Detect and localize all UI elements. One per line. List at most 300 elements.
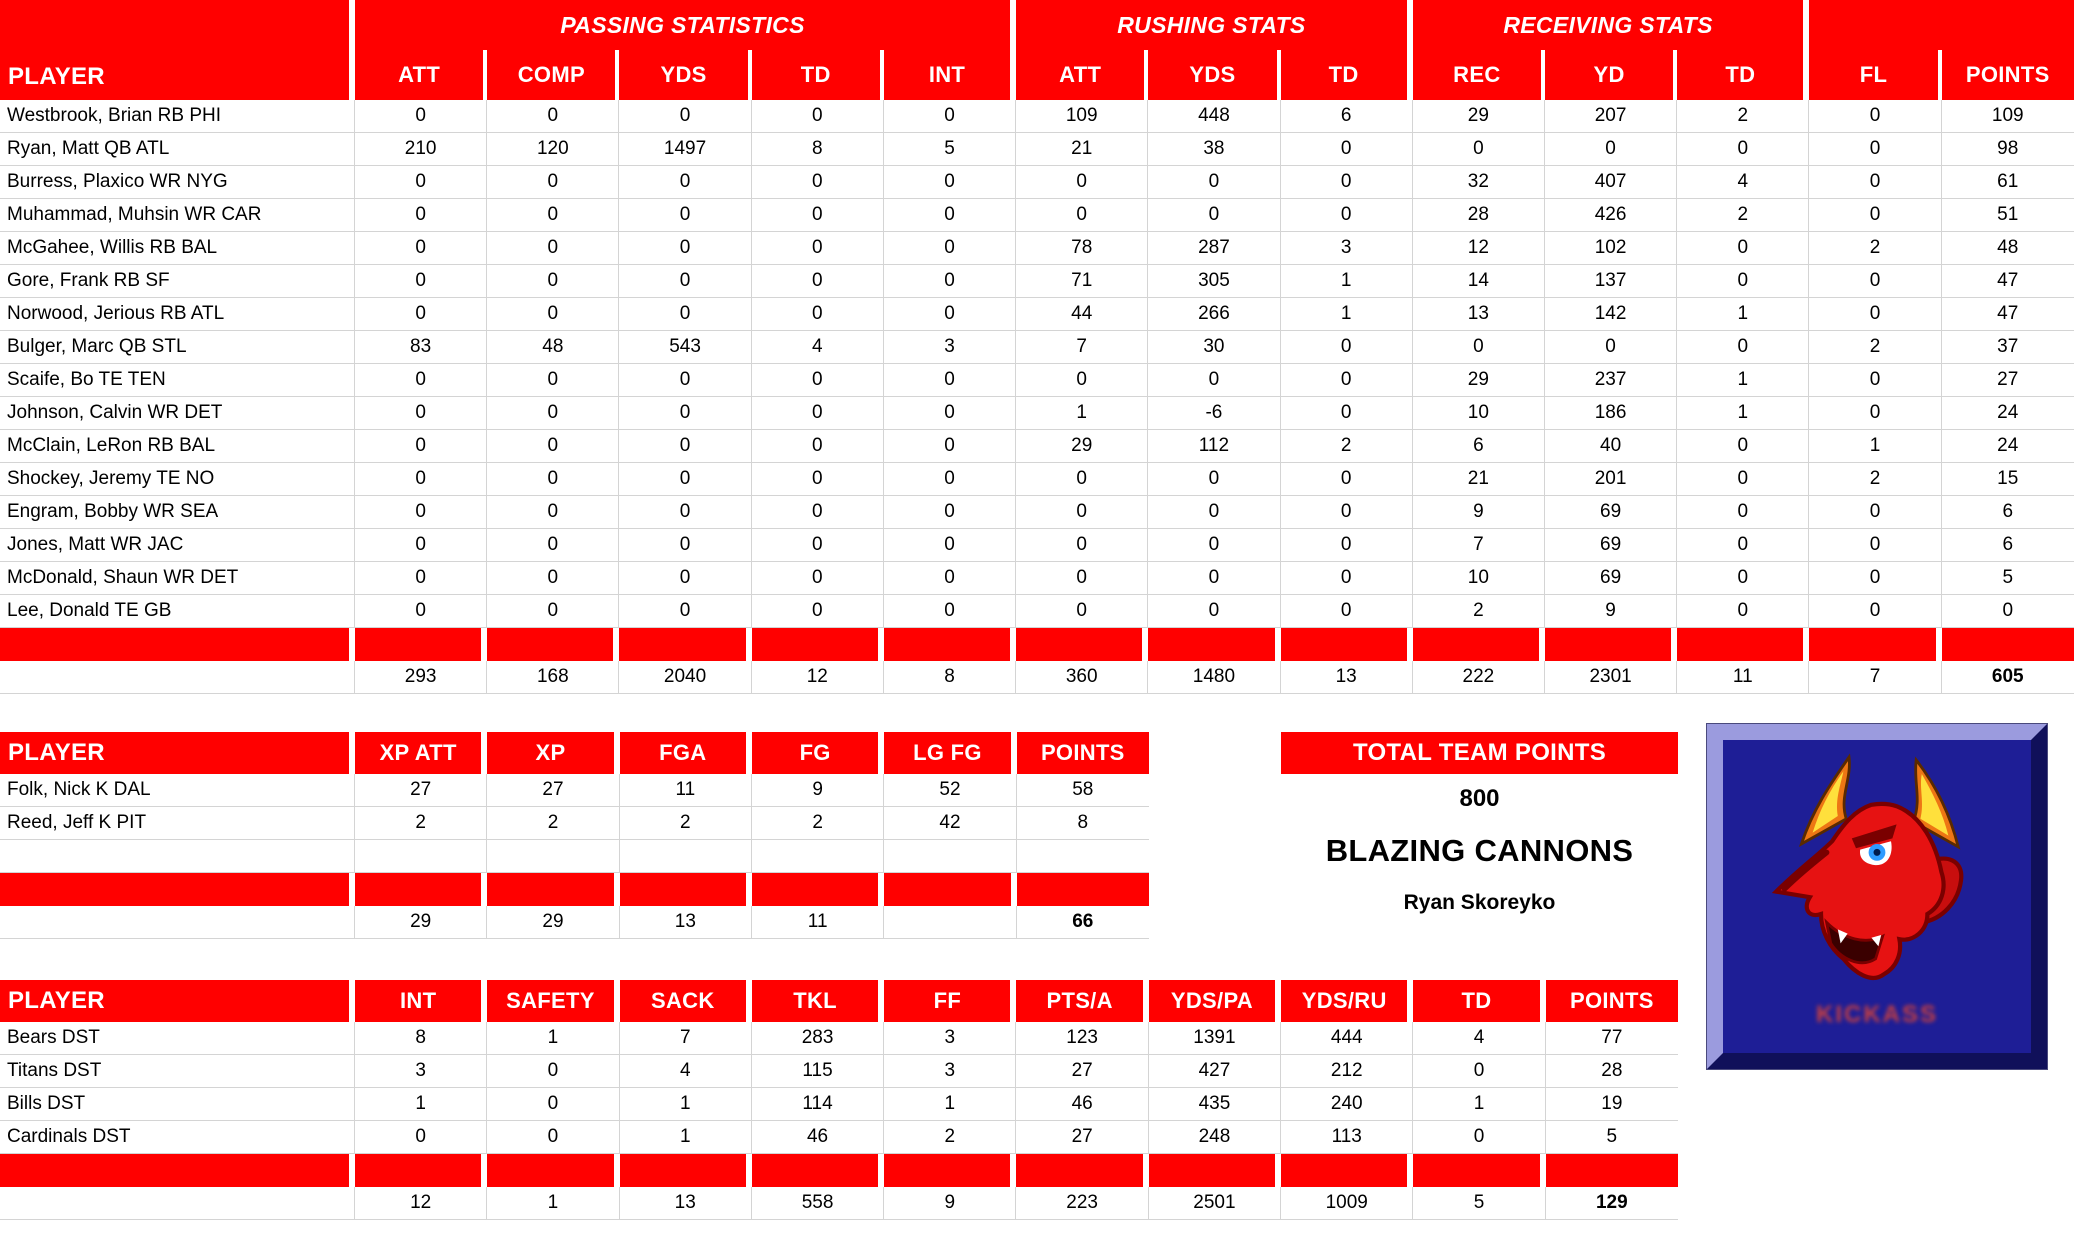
stat-cell: 1	[1677, 397, 1809, 430]
column-header: ATT	[355, 50, 487, 100]
stat-cell: 0	[487, 397, 619, 430]
stat-cell: 115	[752, 1055, 884, 1088]
player-column-header: PLAYER	[0, 980, 355, 1022]
player-cell: McGahee, Willis RB BAL	[0, 232, 355, 265]
stat-cell: 0	[487, 529, 619, 562]
stat-cell: 0	[1809, 100, 1941, 133]
total-cell: 13	[1281, 661, 1413, 694]
stat-cell: 3	[884, 1055, 1016, 1088]
stat-cell: 0	[619, 265, 751, 298]
stat-cell: 0	[1281, 463, 1413, 496]
stat-cell: 0	[752, 529, 884, 562]
column-header: LG FG	[884, 732, 1016, 774]
empty-cell	[884, 840, 1016, 873]
stat-cell: 7	[620, 1022, 752, 1055]
total-cell: 2501	[1149, 1187, 1281, 1220]
stat-cell: 0	[1281, 397, 1413, 430]
stat-cell: 6	[1281, 100, 1413, 133]
separator-cell	[0, 628, 355, 661]
stat-cell: 5	[1546, 1121, 1678, 1154]
stat-cell: 0	[1016, 496, 1148, 529]
stat-cell: 48	[1942, 232, 2074, 265]
stat-cell: 0	[1809, 496, 1941, 529]
stat-cell: 0	[884, 595, 1016, 628]
total-cell: 168	[487, 661, 619, 694]
column-header: TD	[752, 50, 884, 100]
stat-cell: 27	[1942, 364, 2074, 397]
stat-cell: 0	[355, 463, 487, 496]
stat-cell: 240	[1281, 1088, 1413, 1121]
stat-cell: 0	[1413, 1121, 1545, 1154]
stat-cell: 0	[487, 364, 619, 397]
stat-cell: 0	[1677, 331, 1809, 364]
stat-cell: 0	[752, 595, 884, 628]
separator-cell	[620, 873, 752, 906]
column-header: REC	[1413, 50, 1545, 100]
stat-cell: 0	[752, 298, 884, 331]
column-header: ATT	[1016, 50, 1148, 100]
stat-cell: 58	[1017, 774, 1149, 807]
stat-cell: 27	[487, 774, 619, 807]
column-header: SACK	[620, 980, 752, 1022]
stat-cell: 1	[1677, 298, 1809, 331]
stat-cell: 120	[487, 133, 619, 166]
stat-cell: 37	[1942, 331, 2074, 364]
stat-cell: 0	[884, 100, 1016, 133]
separator-cell	[355, 873, 487, 906]
separator-cell	[487, 1154, 619, 1187]
stat-cell: 27	[1016, 1055, 1148, 1088]
total-team-points-value: 800	[1459, 785, 1500, 812]
stat-cell: 0	[1281, 496, 1413, 529]
stat-cell: 30	[1148, 331, 1280, 364]
player-column-header: PLAYER	[0, 732, 355, 774]
stat-cell: 0	[1281, 562, 1413, 595]
stat-cell: 2	[1677, 199, 1809, 232]
stat-cell: 10	[1413, 562, 1545, 595]
stat-cell: 77	[1546, 1022, 1678, 1055]
stat-cell: 0	[487, 595, 619, 628]
stat-cell: 0	[487, 1121, 619, 1154]
total-team-points-banner: TOTAL TEAM POINTS	[1281, 732, 1678, 774]
stat-cell: 0	[1016, 562, 1148, 595]
stat-cell: 1	[1413, 1088, 1545, 1121]
stat-cell: 0	[355, 364, 487, 397]
separator-cell	[0, 1154, 355, 1187]
total-cell: 605	[1942, 661, 2074, 694]
stat-cell: 0	[355, 232, 487, 265]
stat-cell: 0	[1413, 133, 1545, 166]
stat-cell: 83	[355, 331, 487, 364]
player-cell: McDonald, Shaun WR DET	[0, 562, 355, 595]
stat-cell: 0	[1809, 397, 1941, 430]
stat-cell: 24	[1942, 397, 2074, 430]
column-header: YDS	[1148, 50, 1280, 100]
total-cell: 360	[1016, 661, 1148, 694]
total-cell: 13	[620, 1187, 752, 1220]
separator-cell	[1148, 628, 1280, 661]
player-cell: Titans DST	[0, 1055, 355, 1088]
stat-cell: 0	[1942, 595, 2074, 628]
stat-cell: 435	[1149, 1088, 1281, 1121]
stat-cell: 48	[487, 331, 619, 364]
stat-cell: 207	[1545, 100, 1677, 133]
stat-cell: 123	[1016, 1022, 1148, 1055]
stat-cell: 38	[1148, 133, 1280, 166]
column-header: FF	[884, 980, 1016, 1022]
stat-cell: 0	[1016, 463, 1148, 496]
total-cell: 11	[752, 906, 884, 939]
stat-cell: 29	[1413, 364, 1545, 397]
stat-cell: 7	[1413, 529, 1545, 562]
stat-cell: 112	[1148, 430, 1280, 463]
stat-cell: 0	[619, 430, 751, 463]
stat-cell: 0	[1281, 166, 1413, 199]
stat-cell: 9	[752, 774, 884, 807]
stat-cell: 0	[1148, 562, 1280, 595]
separator-cell	[487, 628, 619, 661]
column-header: POINTS	[1942, 50, 2074, 100]
column-header: FG	[752, 732, 884, 774]
stat-cell: 543	[619, 331, 751, 364]
stat-cell: 32	[1413, 166, 1545, 199]
separator-cell	[884, 1154, 1016, 1187]
separator-cell	[1016, 628, 1148, 661]
stat-cell: 27	[1016, 1121, 1148, 1154]
column-header: INT	[355, 980, 487, 1022]
stat-cell: 1	[620, 1088, 752, 1121]
column-header: XP ATT	[355, 732, 487, 774]
stat-cell: 0	[355, 298, 487, 331]
stat-cell: 21	[1016, 133, 1148, 166]
stat-cell: 0	[355, 397, 487, 430]
column-header: TD	[1413, 980, 1545, 1022]
total-cell: 223	[1016, 1187, 1148, 1220]
stat-cell: 0	[884, 430, 1016, 463]
stat-cell: 0	[1148, 364, 1280, 397]
total-cell: 29	[355, 906, 487, 939]
stat-cell: 3	[884, 1022, 1016, 1055]
stat-cell: 40	[1545, 430, 1677, 463]
stat-cell: 47	[1942, 298, 2074, 331]
stat-cell: 2	[884, 1121, 1016, 1154]
stat-cell: 1497	[619, 133, 751, 166]
stat-cell: 0	[1677, 562, 1809, 595]
stat-cell: 13	[1413, 298, 1545, 331]
stat-cell: 0	[1809, 265, 1941, 298]
total-cell: 12	[752, 661, 884, 694]
separator-cell	[0, 873, 355, 906]
total-cell: 11	[1677, 661, 1809, 694]
stat-cell: 0	[619, 595, 751, 628]
stat-cell: 210	[355, 133, 487, 166]
logo-caption-text: KICKASS	[1815, 1001, 1938, 1028]
stat-cell: 0	[884, 496, 1016, 529]
empty-cell	[0, 840, 355, 873]
stat-cell: 0	[1809, 133, 1941, 166]
stat-cell: 266	[1148, 298, 1280, 331]
player-cell: Gore, Frank RB SF	[0, 265, 355, 298]
column-header: POINTS	[1546, 980, 1678, 1022]
column-header: POINTS	[1017, 732, 1149, 774]
stat-cell: 142	[1545, 298, 1677, 331]
player-cell: McClain, LeRon RB BAL	[0, 430, 355, 463]
stat-cell: 0	[355, 100, 487, 133]
stat-cell: 69	[1545, 562, 1677, 595]
empty-cell	[1017, 840, 1149, 873]
stat-cell: 1	[1016, 397, 1148, 430]
stat-cell: 0	[1545, 331, 1677, 364]
stat-cell: 9	[1413, 496, 1545, 529]
separator-cell	[752, 873, 884, 906]
total-cell: 1009	[1281, 1187, 1413, 1220]
stat-cell: 0	[619, 562, 751, 595]
separator-cell	[1677, 628, 1809, 661]
stat-cell: 0	[1677, 265, 1809, 298]
separator-cell	[1413, 1154, 1545, 1187]
stat-cell: 0	[355, 1121, 487, 1154]
stat-cell: 24	[1942, 430, 2074, 463]
team-owner-name: Ryan Skoreyko	[1403, 891, 1556, 914]
group-header: RUSHING STATS	[1016, 0, 1413, 50]
stat-cell: 0	[752, 562, 884, 595]
stat-cell: 0	[619, 100, 751, 133]
stat-cell: 21	[1413, 463, 1545, 496]
stat-cell: 9	[1545, 595, 1677, 628]
stat-cell: 2	[1809, 463, 1941, 496]
stat-cell: 7	[1016, 331, 1148, 364]
stat-cell: 0	[619, 199, 751, 232]
player-cell: Westbrook, Brian RB PHI	[0, 100, 355, 133]
player-cell: Lee, Donald TE GB	[0, 595, 355, 628]
total-cell: 1480	[1148, 661, 1280, 694]
player-cell: Bears DST	[0, 1022, 355, 1055]
stat-cell: 2	[752, 807, 884, 840]
stat-cell: 0	[355, 595, 487, 628]
stat-cell: 0	[1677, 430, 1809, 463]
column-header: TKL	[752, 980, 884, 1022]
stat-cell: 0	[619, 463, 751, 496]
stat-cell: 8	[1017, 807, 1149, 840]
separator-cell	[1281, 628, 1413, 661]
separator-cell	[1413, 628, 1545, 661]
stat-cell: 0	[355, 265, 487, 298]
player-cell: Muhammad, Muhsin WR CAR	[0, 199, 355, 232]
separator-cell	[1281, 1154, 1413, 1187]
defense-stats-table	[0, 980, 1678, 1220]
stat-cell: 0	[1677, 133, 1809, 166]
stat-cell: 8	[752, 133, 884, 166]
column-header: TD	[1281, 50, 1413, 100]
stat-cell: 0	[1809, 166, 1941, 199]
stat-cell: 4	[1413, 1022, 1545, 1055]
separator-cell	[752, 1154, 884, 1187]
stat-cell: 2	[1809, 232, 1941, 265]
player-cell: Folk, Nick K DAL	[0, 774, 355, 807]
player-cell: Norwood, Jerious RB ATL	[0, 298, 355, 331]
stat-cell: 0	[1809, 364, 1941, 397]
separator-cell	[1149, 1154, 1281, 1187]
total-cell: 222	[1413, 661, 1545, 694]
separator-cell	[1942, 628, 2074, 661]
stat-cell: 78	[1016, 232, 1148, 265]
separator-cell	[487, 873, 619, 906]
stat-cell: 0	[1413, 1055, 1545, 1088]
stat-cell: 0	[1281, 595, 1413, 628]
column-header: XP	[487, 732, 619, 774]
stat-cell: 427	[1149, 1055, 1281, 1088]
stat-cell: 248	[1149, 1121, 1281, 1154]
separator-cell	[752, 628, 884, 661]
stat-cell: 426	[1545, 199, 1677, 232]
group-header: RECEIVING STATS	[1413, 0, 1810, 50]
separator-cell	[620, 1154, 752, 1187]
player-cell: Johnson, Calvin WR DET	[0, 397, 355, 430]
stat-cell: 0	[752, 100, 884, 133]
stat-cell: 0	[619, 298, 751, 331]
stat-cell: 0	[1016, 199, 1148, 232]
team-points-panel	[1281, 732, 1678, 915]
kicker-stats-table	[0, 732, 1149, 939]
separator-cell	[1016, 1154, 1148, 1187]
empty-cell	[355, 840, 487, 873]
stat-cell: 212	[1281, 1055, 1413, 1088]
stat-cell: 2	[1413, 595, 1545, 628]
stat-cell: 69	[1545, 496, 1677, 529]
total-cell: 1	[487, 1187, 619, 1220]
stat-cell: 0	[355, 529, 487, 562]
column-header: YD	[1545, 50, 1677, 100]
separator-cell	[1809, 628, 1941, 661]
stat-cell: 2	[1677, 100, 1809, 133]
column-header: YDS	[619, 50, 751, 100]
stat-cell: 407	[1545, 166, 1677, 199]
stat-cell: -6	[1148, 397, 1280, 430]
total-cell	[884, 906, 1016, 939]
stat-cell: 237	[1545, 364, 1677, 397]
stat-cell: 69	[1545, 529, 1677, 562]
total-cell: 8	[884, 661, 1016, 694]
stat-cell: 0	[1281, 331, 1413, 364]
stat-cell: 444	[1281, 1022, 1413, 1055]
stat-cell: 1	[1809, 430, 1941, 463]
stat-cell: 6	[1942, 529, 2074, 562]
stat-cell: 0	[1281, 199, 1413, 232]
stat-cell: 42	[884, 807, 1016, 840]
stat-cell: 0	[1809, 298, 1941, 331]
stat-cell: 28	[1546, 1055, 1678, 1088]
stat-cell: 0	[1016, 529, 1148, 562]
stat-cell: 109	[1016, 100, 1148, 133]
stat-cell: 12	[1413, 232, 1545, 265]
stat-cell: 0	[884, 529, 1016, 562]
stat-cell: 0	[487, 562, 619, 595]
stat-cell: 287	[1148, 232, 1280, 265]
separator-cell	[1546, 1154, 1678, 1187]
total-cell: 558	[752, 1187, 884, 1220]
player-cell: Ryan, Matt QB ATL	[0, 133, 355, 166]
stat-cell: 0	[487, 1088, 619, 1121]
column-header: INT	[884, 50, 1016, 100]
stat-cell: 1	[487, 1022, 619, 1055]
stat-cell: 109	[1942, 100, 2074, 133]
stat-cell: 137	[1545, 265, 1677, 298]
stat-cell: 283	[752, 1022, 884, 1055]
column-header: TD	[1677, 50, 1809, 100]
stat-cell: 0	[884, 562, 1016, 595]
stat-cell: 0	[884, 463, 1016, 496]
stat-cell: 0	[1677, 463, 1809, 496]
stat-cell: 0	[619, 397, 751, 430]
stat-cell: 0	[1148, 463, 1280, 496]
stat-cell: 0	[619, 496, 751, 529]
empty-cell	[752, 840, 884, 873]
stat-cell: 3	[884, 331, 1016, 364]
column-header: YDS/RU	[1281, 980, 1413, 1022]
stat-cell: 0	[487, 199, 619, 232]
stat-cell: 2	[355, 807, 487, 840]
stat-cell: 0	[355, 166, 487, 199]
player-cell: Jones, Matt WR JAC	[0, 529, 355, 562]
stat-cell: 0	[884, 265, 1016, 298]
stat-cell: 0	[1677, 529, 1809, 562]
stat-cell: 1	[1281, 265, 1413, 298]
stat-cell: 0	[1016, 166, 1148, 199]
stat-cell: 0	[884, 364, 1016, 397]
stat-cell: 11	[620, 774, 752, 807]
stat-cell: 0	[1281, 133, 1413, 166]
stat-cell: 5	[884, 133, 1016, 166]
stat-cell: 0	[884, 199, 1016, 232]
stat-cell: 0	[752, 232, 884, 265]
total-cell: 9	[884, 1187, 1016, 1220]
stat-cell: 0	[487, 1055, 619, 1088]
stat-cell: 8	[355, 1022, 487, 1055]
stat-cell: 0	[752, 364, 884, 397]
stat-cell: 0	[1016, 595, 1148, 628]
stat-cell: 448	[1148, 100, 1280, 133]
stat-cell: 44	[1016, 298, 1148, 331]
devil-mascot-icon	[1737, 746, 2017, 1026]
stat-cell: 0	[884, 397, 1016, 430]
stat-cell: 0	[1281, 529, 1413, 562]
stat-cell: 0	[1148, 496, 1280, 529]
player-cell: Bulger, Marc QB STL	[0, 331, 355, 364]
separator-cell	[619, 628, 751, 661]
stat-cell: 0	[752, 430, 884, 463]
total-cell: 66	[1017, 906, 1149, 939]
stat-cell: 6	[1413, 430, 1545, 463]
stat-cell: 3	[1281, 232, 1413, 265]
stat-cell: 0	[1677, 232, 1809, 265]
column-header: FL	[1809, 50, 1941, 100]
total-cell: 2040	[619, 661, 751, 694]
stat-cell: 71	[1016, 265, 1148, 298]
stat-cell: 0	[355, 496, 487, 529]
totals-spacer-cell	[0, 1187, 355, 1220]
stat-cell: 0	[752, 463, 884, 496]
stat-cell: 4	[1677, 166, 1809, 199]
player-cell: Engram, Bobby WR SEA	[0, 496, 355, 529]
separator-cell	[1017, 873, 1149, 906]
stat-cell: 0	[1809, 199, 1941, 232]
stat-cell: 19	[1546, 1088, 1678, 1121]
stat-cell: 0	[1809, 562, 1941, 595]
stat-cell: 10	[1413, 397, 1545, 430]
stat-cell: 0	[1677, 496, 1809, 529]
stat-cell: 46	[752, 1121, 884, 1154]
player-cell: Scaife, Bo TE TEN	[0, 364, 355, 397]
